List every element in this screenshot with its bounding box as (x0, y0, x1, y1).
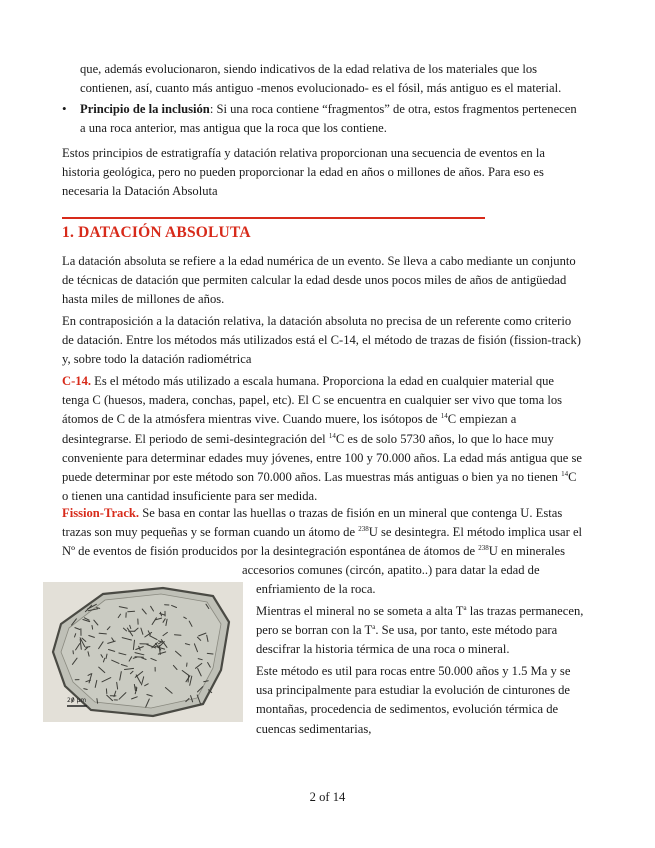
superscript: 14 (561, 470, 569, 479)
text-line (62, 542, 600, 561)
text-span: puede determinar por este método son 70.000 años. Las muestras más antiguas o bien ya no tienen (62, 470, 562, 485)
page-number: 2 of 14 (309, 790, 346, 804)
bullet-line (80, 100, 600, 119)
text-span: Se basa en contar las huellas o trazas de fisión en un mineral que contenga U. Estas (139, 506, 563, 520)
text-line: hasta miles de millones de años. (62, 292, 225, 307)
fission-track-mark (207, 653, 213, 654)
text-span: trazas son muy pequeñas y se forman cuando un átomo de (62, 525, 359, 540)
text-line (62, 410, 600, 429)
intro-line: contienen, así, cuanto más antiguo -menos evolucionado- es el fósil, más antiguo es el material. (80, 81, 562, 96)
text-span: átomos de C de la atmósfera mientras vive. Cuando muere, los isótopos de (62, 412, 441, 427)
crystal-image (43, 582, 243, 722)
text-line: conveniente para determinar edades muy jóvenes, entre 100 y 70.000 años. La edad más antigua que se (62, 450, 583, 465)
paragraph-contraposition (62, 312, 600, 370)
bullet-marker: • (62, 101, 67, 116)
text-span: . Se usa, por tanto, este método para (375, 623, 558, 638)
scale-bar-label: 20 µm (67, 697, 87, 704)
superscript: a (463, 604, 467, 612)
fission-track-mark (92, 626, 93, 630)
text-span: Mientras el mineral no se someta a alta T (256, 604, 464, 618)
fission-term: Fission-Track. (62, 506, 140, 520)
bullet-line: a una roca anterior, mas antigua que la roca que los contiene. (80, 121, 387, 136)
text-line (62, 504, 600, 523)
text-line: usa principalmente para estudiar la evolución de cinturones de (256, 683, 571, 698)
text-line (62, 372, 600, 391)
text-line: historia geológica, pero no pueden proporcionar la edad en años o millones de años. Para eso es (62, 165, 544, 180)
superscript: 238 (478, 544, 489, 553)
paragraph-definition (62, 252, 600, 310)
bullet-text: : Si una roca contiene “fragmentos” de otra, estos fragmentos pertenecen (209, 102, 577, 116)
superscript: 14 (328, 431, 336, 440)
text-span: las trazas permanecen, (466, 604, 584, 618)
fission-continuation (242, 561, 602, 599)
intro-paragraph (80, 60, 600, 98)
text-span: C (568, 470, 577, 485)
c14-term: C-14. (62, 374, 92, 388)
text-line (256, 602, 602, 621)
text-line: tenga C (huesos, madera, conchas, papel, etc). El C se encuentra en cualquier ser vivo que toma los (62, 393, 563, 408)
fission-track-mark (97, 699, 98, 704)
text-span: desintegrarse. El periodo de semi-desintegración del (62, 431, 329, 446)
section-divider (62, 217, 485, 219)
text-line: de datación. Entre los métodos más utilizados está el C-14, el método de trazas de fisión (fission-track) (62, 333, 581, 348)
text-line (256, 621, 602, 640)
text-line: de técnicas de datación que permiten calcular la edad desde unos pocos miles de años de antigüedad (62, 273, 567, 288)
text-line (62, 430, 600, 449)
text-span: pero se borran con la T (256, 623, 373, 638)
superscript: a (372, 623, 376, 632)
fission-track-mark (99, 633, 106, 634)
text-line: En contraposición a la datación relativa, la datación absoluta no precisa de un referente como criterio (62, 314, 572, 328)
fission-track-mark (175, 635, 181, 636)
text-line (62, 468, 600, 487)
text-line: accesorios comunes (circón, apatito..) para datar la edad de (242, 563, 540, 577)
text-line: La datación absoluta se refiere a la edad numérica de un evento. Se lleva a cabo mediante un conjunto (62, 254, 576, 268)
intro-line: que, además evolucionaron, siendo indicativos de la edad relativa de los materiales que los (80, 62, 538, 76)
text-span: Nº de eventos de fisión producidos por la desintegración espontánea de átomos de (62, 544, 479, 559)
paragraph-fission-usage (256, 662, 602, 739)
text-line: enfriamiento de la roca. (256, 582, 376, 597)
text-line: montañas, procedencia de sedimentos, evolución térmica de (256, 702, 559, 717)
text-line: y, sobre todo la datación radiométrica (62, 352, 252, 367)
text-span: Es el método más utilizado a escala humana. Proporciona la edad en cualquier material que (91, 374, 555, 388)
bullet-inclusion (80, 100, 600, 138)
text-span: C es de solo 5730 años, lo que lo hace muy (335, 431, 554, 446)
bullet-term: Principio de la inclusión (80, 102, 210, 116)
text-line: Este método es util para rocas entre 50.000 años y 1.5 Ma y se (256, 664, 571, 678)
text-span: U en minerales (488, 544, 565, 559)
text-line (62, 523, 600, 542)
paragraph-fission-track (62, 504, 600, 562)
superscript: 238 (358, 525, 369, 534)
paragraph-c14 (62, 372, 600, 506)
fission-track-mark (136, 687, 137, 691)
text-line: necesaria la Datación Absoluta (62, 184, 218, 199)
section-heading: 1. DATACIÓN ABSOLUTA (62, 224, 251, 241)
text-line: cuencas sedimentarias, (256, 721, 372, 736)
superscript: 14 (440, 412, 448, 421)
text-span: C empiezan a (447, 412, 517, 427)
text-line: descifrar la historia térmica de una roca o mineral. (256, 642, 510, 657)
text-span: U se desintegra. El método implica usar el (368, 525, 583, 540)
paragraph-stratigraphy (62, 144, 600, 202)
fission-track-mark (128, 611, 135, 612)
paragraph-fission-temperature (256, 602, 602, 660)
fission-track-micrograph (43, 582, 243, 722)
text-line: Estos principios de estratigrafía y datación relativa proporcionan una secuencia de eventos en la (62, 146, 545, 160)
text-line: o tienen una cantidad insuficiente para ser medida. (62, 489, 318, 504)
